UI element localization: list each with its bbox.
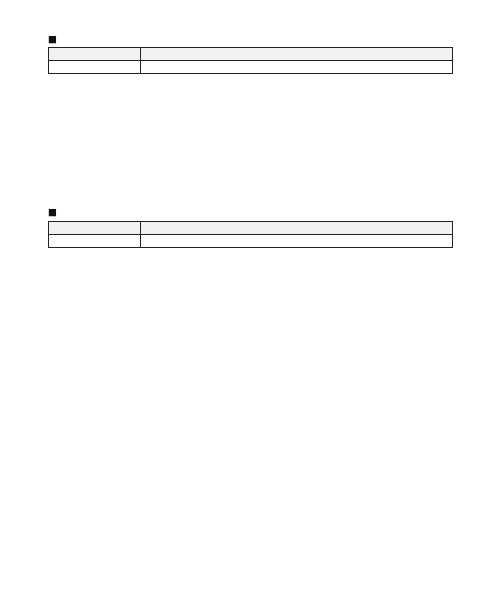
funeral-day-survey-table (48, 221, 453, 248)
section-title-funeral-day (48, 207, 59, 218)
header-item (49, 48, 141, 61)
meeting-survey-table (48, 47, 453, 74)
header-answer (141, 222, 453, 235)
section-title-meeting (48, 34, 59, 45)
overall-rating-label (49, 61, 141, 74)
header-answer (141, 48, 453, 61)
overall-rating-scale[interactable] (141, 61, 453, 74)
header-item (49, 222, 141, 235)
overall-rating-label (49, 235, 141, 248)
overall-rating-scale[interactable] (141, 235, 453, 248)
